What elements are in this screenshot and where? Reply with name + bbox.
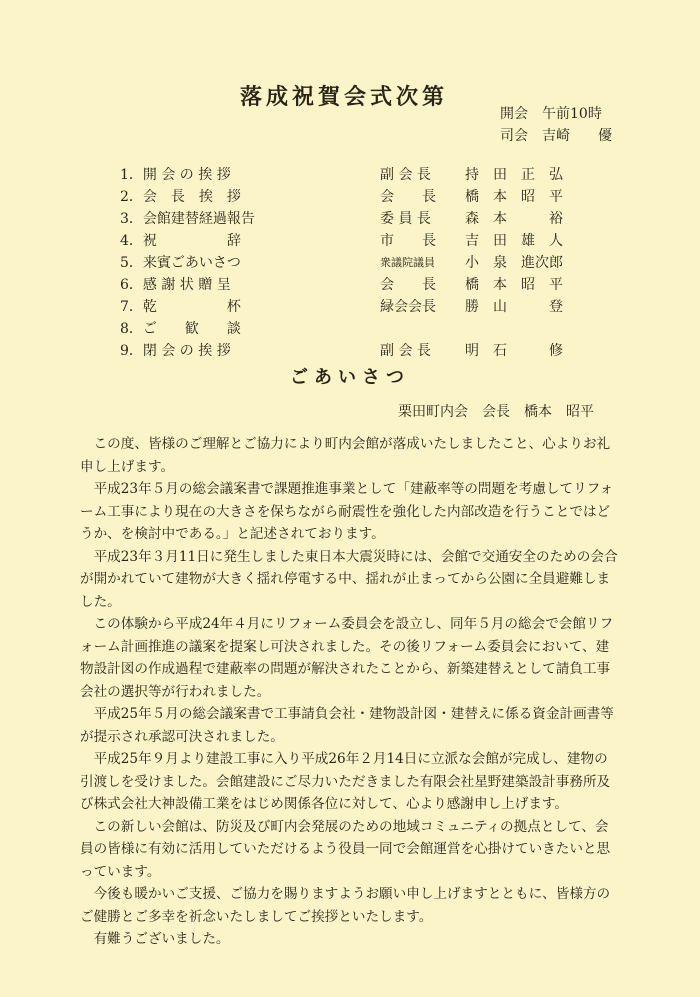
speaker-role: 副 会 長 xyxy=(380,343,431,359)
greeting-paragraph: 今後も暖かいご支援、ご協力を賜りますようお願い申し上げますとともに、皆様方のご健勝とご多幸を祈念いたしましてご挨拶といたします。 xyxy=(80,886,611,925)
ceremony-meta xyxy=(500,103,612,147)
speaker-name: 持 田 正 弘 xyxy=(465,167,563,183)
greeting-paragraph: 平成23年５月の総会議案書で課題推進事業として「建蔽率等の問題を考慮してリフォーム工事により現在の大きさを保ちながら耐震性を強化した内部改造を行うことではどうか、を検討中である。」と記述されております。 xyxy=(80,481,614,542)
greeting-heading: ごあいさつ xyxy=(290,367,410,388)
speaker-name: 橋 本 昭 平 xyxy=(465,189,563,205)
greeting-paragraph: この度、皆様のご理解とご協力により町内会館が落成いたしましたこと、心よりお礼申し上げます。 xyxy=(80,436,611,475)
speaker-role: 緑会会長 xyxy=(380,299,436,315)
speaker-name: 小 泉 進次郎 xyxy=(465,255,563,271)
speaker-role: 会 長 xyxy=(380,189,436,205)
program-row xyxy=(120,318,640,340)
program-item: 4．祝 辞 xyxy=(120,233,241,249)
speaker-name: 明 石 修 xyxy=(465,343,563,359)
program-row xyxy=(120,230,640,252)
greeting-paragraph: 平成25年９月より建設工事に入り平成26年２月14日に立派な会館が完成し、建物の引渡しを受けました。会館建設にご尽力いただきました有限会社星野建築設計事務所及び株式会社大神設備工業をはじめ関係各位に対して、心より感謝申し上げます。 xyxy=(80,751,611,812)
speaker-role: 委 員 長 xyxy=(380,211,431,227)
speaker-role: 会 長 xyxy=(380,277,436,293)
opening-time: 開会 午前10時 xyxy=(500,106,602,122)
speaker-name: 勝 山 登 xyxy=(465,299,563,315)
program-item: 3．会館建替経過報告 xyxy=(120,211,255,227)
greeting-byline: 栗田町内会 会長 橋本 昭平 xyxy=(398,404,594,420)
program-item: 2．会 長 挨 拶 xyxy=(120,189,241,205)
program-row xyxy=(120,208,640,230)
speaker-name: 森 本 裕 xyxy=(465,211,563,227)
program-item: 8．ご 歓 談 xyxy=(120,321,241,337)
program-item: 7．乾 杯 xyxy=(120,299,241,315)
program-row xyxy=(120,164,640,186)
master-of-ceremonies: 司会 吉崎 優 xyxy=(500,128,612,144)
speaker-name: 吉 田 雄 人 xyxy=(465,233,563,249)
program-row xyxy=(120,186,640,208)
speaker-name: 橋 本 昭 平 xyxy=(465,277,563,293)
greeting-paragraph: この体験から平成24年４月にリフォーム委員会を設立し、同年５月の総会で会館リフォーム計画推進の議案を提案し可決されました。その後リフォーム委員会において、建物設計図の作成過程で建蔽率の問題が解決されたことから、新築建替えとして請負工事会社の選択等が行われました。 xyxy=(80,616,614,700)
speaker-role: 副 会 長 xyxy=(380,167,431,183)
program-item: 1．開 会 の 挨 拶 xyxy=(120,167,231,183)
program-row xyxy=(120,340,640,362)
speaker-role: 衆議院議員 xyxy=(380,256,435,269)
program-row xyxy=(120,274,640,296)
program-row xyxy=(120,252,640,274)
greeting-body xyxy=(80,433,620,951)
document-title: 落成祝賀会式次第 xyxy=(240,84,449,110)
program-row xyxy=(120,296,640,318)
program-item: 6．感 謝 状 贈 呈 xyxy=(120,277,231,293)
greeting-paragraph: 平成23年３月11日に発生しました東日本大震災時には、会館で交通安全のための会合が開かれていて建物が大きく揺れ停電する中、揺れが止まってから公園に全員避難しました。 xyxy=(80,548,618,610)
program-item: 9．閉 会 の 挨 拶 xyxy=(120,343,231,359)
program-item: 5．来賓ごあいさつ xyxy=(120,255,241,271)
greeting-paragraph: 平成25年５月の総会議案書で工事請負会社・建物設計図・建替えに係る資金計画書等が提示され承認可決されました。 xyxy=(80,706,614,745)
speaker-role: 市 長 xyxy=(380,233,436,249)
greeting-paragraph: この新しい会館は、防災及び町内会発展のための地域コミュニティの拠点として、会員の皆様に有効に活用していただけるよう役員一同で会館運営を心掛けていきたいと思っています。 xyxy=(80,818,611,880)
greeting-paragraph: 有難うございました。 xyxy=(93,931,230,947)
program-list xyxy=(120,164,640,362)
